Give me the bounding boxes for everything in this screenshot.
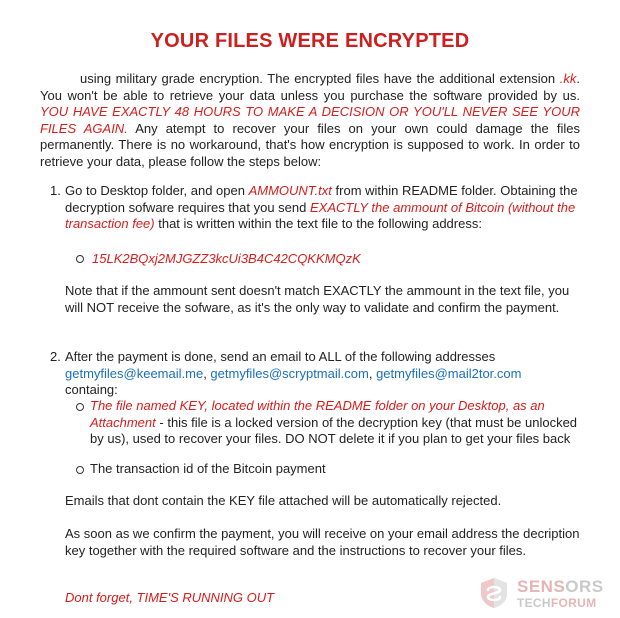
shield-logo-icon (477, 576, 511, 610)
watermark-word-2b: FORUM (550, 596, 597, 610)
watermark-word-1a: SENS (517, 577, 566, 596)
step-1-text-a: Go to Desktop folder, and open (65, 183, 245, 198)
step-2-text-b: containg: (65, 382, 118, 398)
closing-warning: Dont forget, TIME'S RUNNING OUT (65, 590, 275, 605)
bitcoin-address-item (76, 251, 361, 268)
step-2: 2. After the payment is done, send an email to ALL of the following addresses getmyfiles@keemail.me, getmyfiles@scryptmail.com, getmyfiles@mail2tor.com containg: (50, 349, 522, 398)
intro-text-2: . You won't be able to retrieve your data unless you purchase the software provided by us. (40, 71, 580, 103)
intro-text-3: Any atempt to recover your files on your own could damage the files permanently. There is no workaround, that's how encryption is supposed to work. In order to retrieve your data, please follow the steps below: (40, 120, 580, 169)
bitcoin-address: 15LK2BQxj2MJGZZ3kcUi3B4C42CQKKMQzK (92, 251, 361, 266)
step-1-text-b: from within README folder. Obtaining the decryption sofware requires that you send (65, 183, 578, 215)
confirmation-note: As soon as we confirm the payment, you will receive on your email address the decription key together with the required software and the instructions to recover your files. (65, 526, 580, 558)
watermark-word-2a: TECH (517, 596, 551, 610)
email-link-1[interactable]: getmyfiles@keemail.me (65, 365, 204, 381)
page-title: YOUR FILES WERE ENCRYPTED (150, 30, 470, 52)
key-file-description: - this file is a locked version of the decryption key (that must be unlocked by us), used to recover your files. DO NOT delete it if you plan to get your files back (90, 414, 578, 447)
step-number: 1. (50, 183, 61, 198)
watermark-logo (477, 573, 617, 615)
step-number: 2. (50, 349, 61, 364)
circle-bullet-icon (76, 255, 84, 263)
email-link-3[interactable]: getmyfiles@mail2tor.com (376, 365, 522, 381)
amount-file-name: AMMOUNT.txt (248, 183, 332, 198)
list-item (76, 398, 580, 448)
circle-bullet-icon (76, 466, 84, 474)
amount-emphasis: EXACTLY the ammount of Bitcoin (without the transaction fee) (65, 199, 576, 232)
step-1 (50, 183, 580, 233)
list-item (76, 461, 580, 478)
transaction-id-item: The transaction id of the Bitcoin payment (90, 461, 326, 476)
key-file-emphasis: The file named KEY, located within the README folder on your Desktop, as an Attachment (90, 398, 545, 430)
intro-paragraph (40, 71, 580, 171)
watermark-word-1b: ORS (565, 577, 604, 596)
step-1-text-c: that is written within the text file to the following address: (158, 216, 482, 232)
intro-text-1: using military grade encryption. The encrypted files have the additional extension (80, 71, 556, 86)
file-extension: .kk (559, 71, 577, 86)
email-link-2[interactable]: getmyfiles@scryptmail.com (210, 365, 369, 381)
deadline-warning: YOU HAVE EXACTLY 48 HOURS TO MAKE A DECISION OR YOU'LL NEVER SEE YOUR FILES AGAIN. (40, 104, 580, 136)
step-2-text-a: After the payment is done, send an email to ALL of the following addresses (65, 349, 496, 364)
amount-note: Note that if the ammount sent doesn't match EXACTLY the ammount in the text file, you will NOT receive the sofware, as it's the only way to validate and confirm the payment. (65, 283, 570, 315)
rejection-note: Emails that dont contain the KEY file attached will be automatically rejected. (65, 493, 502, 508)
circle-bullet-icon (76, 403, 84, 411)
